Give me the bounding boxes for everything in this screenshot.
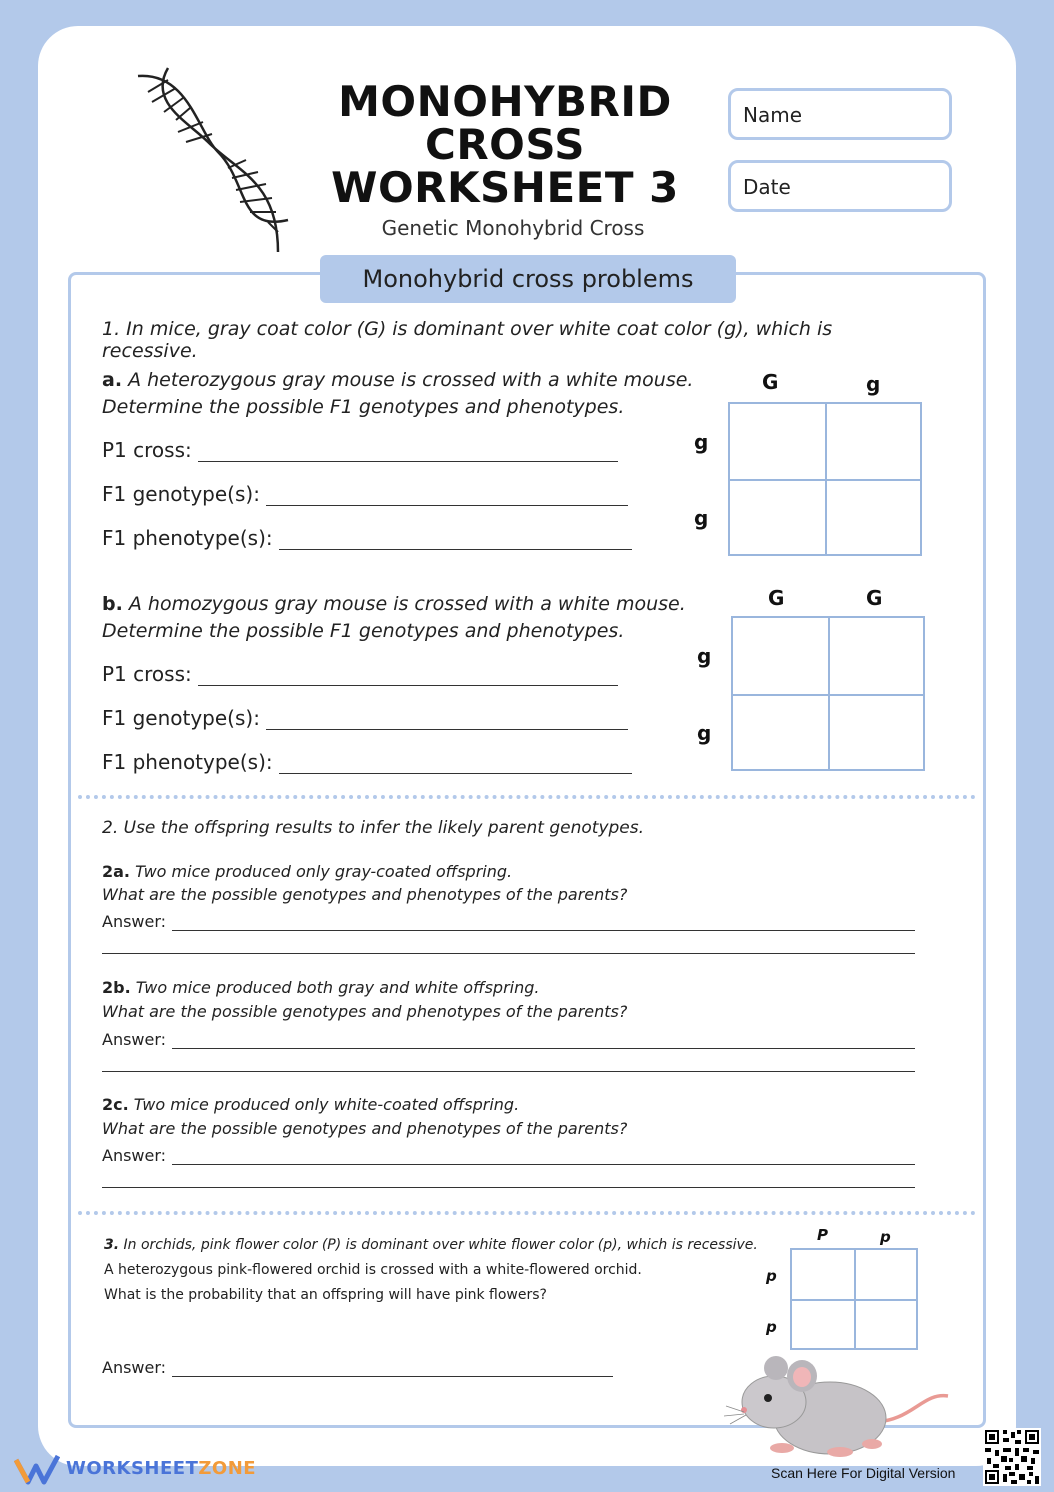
q1b-col-allele-1: G xyxy=(768,586,785,610)
q3-row-allele-2: p xyxy=(766,1318,777,1336)
worksheet-title xyxy=(330,77,680,212)
q1b-line1: A homozygous gray mouse is crossed with a white mouse. xyxy=(122,593,686,615)
q1b-p1-label: P1 cross: xyxy=(102,662,192,686)
q3-col-allele-2: p xyxy=(880,1228,891,1246)
q2a-answer-label: Answer: xyxy=(102,912,167,931)
q2c-line2: What are the possible genotypes and phenotypes of the parents? xyxy=(102,1119,628,1138)
q1a-genotype-label: F1 genotype(s): xyxy=(102,482,260,506)
q2b-line1: Two mice produced both gray and white offspring. xyxy=(130,978,540,997)
q1a-text xyxy=(102,367,702,421)
q3-line1: In orchids, pink flower color (P) is dominant over white flower color (p), which is recessive. xyxy=(119,1237,758,1253)
q1b-letter: b. xyxy=(102,593,123,615)
q2a-line2: What are the possible genotypes and phenotypes of the parents? xyxy=(102,885,628,904)
q1a-col-allele-1: G xyxy=(762,370,779,394)
worksheetzone-logo-icon xyxy=(14,1454,60,1486)
q2-prompt: 2. Use the offspring results to infer the likely parent genotypes. xyxy=(102,818,645,838)
q1b-text xyxy=(102,591,702,645)
q2a-label: 2a. xyxy=(102,862,131,881)
q2c-answer-line-2[interactable] xyxy=(102,1187,915,1188)
mouse-icon xyxy=(722,1352,960,1460)
title-line-2: CROSS xyxy=(425,120,585,169)
scan-text: Scan Here For Digital Version xyxy=(771,1465,956,1481)
q1-prompt: 1. In mice, gray coat color (G) is dominant over white coat color (g), which is recessive. xyxy=(102,318,833,362)
q1b-p1-blank[interactable] xyxy=(198,669,618,686)
q1a-line2: Determine the possible F1 genotypes and phenotypes. xyxy=(102,396,625,418)
q2b-answer-line-2[interactable] xyxy=(102,1071,915,1072)
q1a-p1-blank[interactable] xyxy=(198,445,618,462)
q1b-phenotype-label: F1 phenotype(s): xyxy=(102,750,273,774)
divider-2 xyxy=(78,1211,976,1215)
q1a-col-allele-2: g xyxy=(866,372,881,396)
q1b-genotype-blank[interactable] xyxy=(266,713,628,730)
q1b-phenotype-row xyxy=(102,750,632,774)
brand-part-b: ZONE xyxy=(198,1458,257,1479)
q1b-genotype-row xyxy=(102,706,628,730)
dna-helix-icon xyxy=(128,62,318,257)
q2c-answer-blank[interactable] xyxy=(172,1148,915,1165)
q2b-answer-row xyxy=(102,1030,915,1049)
q1b-punnett-square[interactable] xyxy=(731,616,925,771)
q3-label: 3. xyxy=(104,1237,120,1253)
q1b-row-allele-1: g xyxy=(697,644,712,668)
q2a-text xyxy=(102,860,627,906)
q2c-answer-row xyxy=(102,1146,915,1165)
q1a-p1-label: P1 cross: xyxy=(102,438,192,462)
q3-punnett-square[interactable] xyxy=(790,1248,918,1350)
q3-line3: What is the probability that an offspring will have pink flowers? xyxy=(104,1287,547,1303)
q3-answer-label: Answer: xyxy=(102,1358,167,1377)
q2c-label: 2c. xyxy=(102,1095,129,1114)
brand-wordmark xyxy=(66,1458,256,1479)
q2a-answer-row xyxy=(102,912,915,931)
qr-code-icon[interactable] xyxy=(983,1428,1041,1486)
q1b-genotype-label: F1 genotype(s): xyxy=(102,706,260,730)
q2b-label: 2b. xyxy=(102,978,131,997)
q1a-genotype-row xyxy=(102,482,628,506)
date-label: Date xyxy=(743,175,791,199)
q1b-row-allele-2: g xyxy=(697,721,712,745)
q3-answer-blank[interactable] xyxy=(172,1360,613,1377)
divider-1 xyxy=(78,795,976,799)
q1b-col-allele-2: G xyxy=(866,586,883,610)
name-field[interactable] xyxy=(728,88,952,140)
q2b-answer-blank[interactable] xyxy=(172,1032,915,1049)
q1a-phenotype-row xyxy=(102,526,632,550)
q2c-line1: Two mice produced only white-coated offspring. xyxy=(128,1095,520,1114)
q1a-punnett-square[interactable] xyxy=(728,402,922,556)
q1a-phenotype-label: F1 phenotype(s): xyxy=(102,526,273,550)
q2c-text xyxy=(102,1093,627,1141)
q3-answer-row xyxy=(102,1358,613,1377)
section-title: Monohybrid cross problems xyxy=(320,255,736,303)
q2b-text xyxy=(102,976,627,1024)
date-field[interactable] xyxy=(728,160,952,212)
q1a-genotype-blank[interactable] xyxy=(266,489,628,506)
q3-col-allele-1: P xyxy=(817,1226,828,1244)
q1a-p1-row xyxy=(102,438,618,462)
q1b-line2: Determine the possible F1 genotypes and phenotypes. xyxy=(102,620,625,642)
q1b-phenotype-blank[interactable] xyxy=(279,757,632,774)
q3-line2: A heterozygous pink-flowered orchid is crossed with a white-flowered orchid. xyxy=(104,1262,642,1278)
q1a-phenotype-blank[interactable] xyxy=(279,533,632,550)
q2c-answer-label: Answer: xyxy=(102,1146,167,1165)
q2a-answer-blank[interactable] xyxy=(172,914,915,931)
q1b-p1-row xyxy=(102,662,618,686)
q2b-line2: What are the possible genotypes and phenotypes of the parents? xyxy=(102,1002,628,1021)
q2b-answer-label: Answer: xyxy=(102,1030,167,1049)
name-label: Name xyxy=(743,103,803,127)
q3-text xyxy=(104,1233,764,1308)
q2a-line1: Two mice produced only gray-coated offspring. xyxy=(130,862,513,881)
brand-part-a: WORKSHEET xyxy=(66,1458,199,1479)
q1a-letter: a. xyxy=(102,369,123,391)
title-line-1: MONOHYBRID xyxy=(338,77,672,126)
q1a-line1: A heterozygous gray mouse is crossed with a white mouse. xyxy=(122,369,694,391)
q3-row-allele-1: p xyxy=(766,1267,777,1285)
q2a-answer-line-2[interactable] xyxy=(102,953,915,954)
q1a-row-allele-2: g xyxy=(694,506,709,530)
q1a-row-allele-1: g xyxy=(694,430,709,454)
title-line-3: WORKSHEET 3 xyxy=(331,163,679,212)
worksheet-subtitle: Genetic Monohybrid Cross xyxy=(381,216,645,240)
